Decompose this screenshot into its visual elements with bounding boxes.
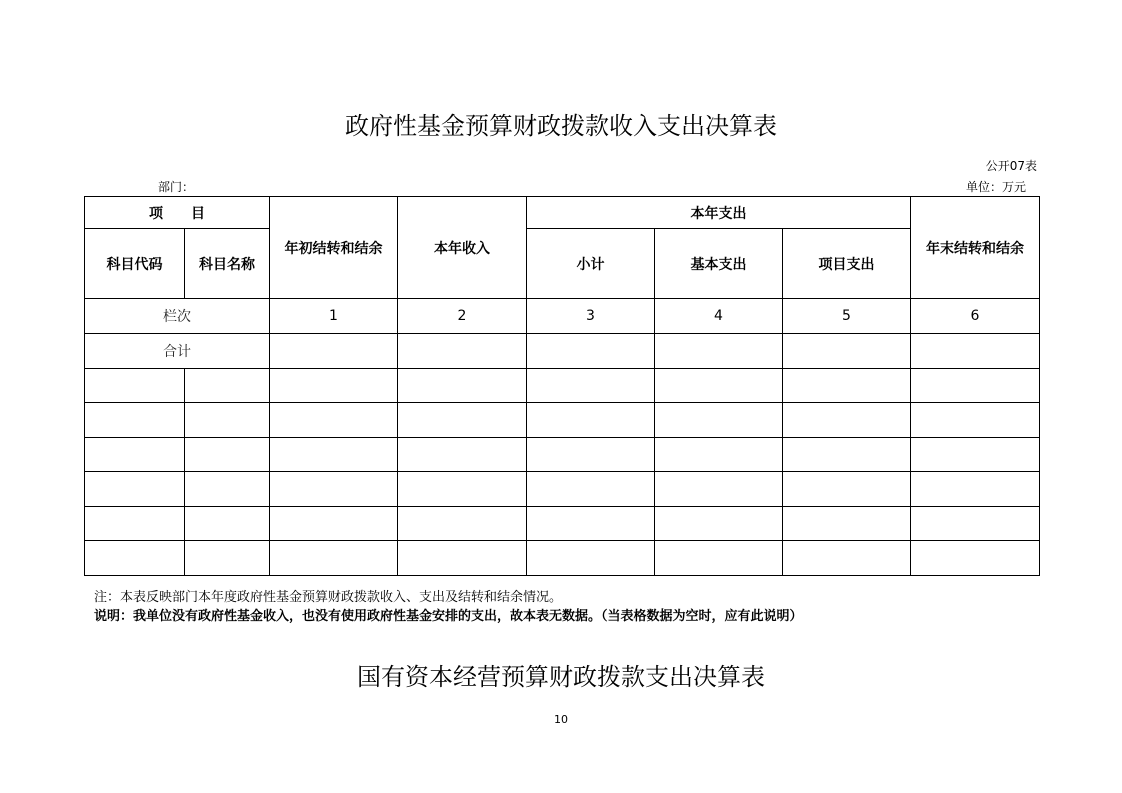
table-cell [270, 507, 398, 541]
table-cell [783, 369, 911, 403]
table-cell [398, 507, 527, 541]
table-cell [185, 369, 270, 403]
form-number: 公开07表 [985, 159, 1037, 173]
total-row-label: 合计 [85, 334, 270, 369]
column-index-cell: 3 [527, 299, 655, 334]
header-subtotal: 小计 [527, 229, 655, 299]
table-row [85, 438, 1040, 472]
table-row [85, 369, 1040, 403]
header-project-expense: 项目支出 [783, 229, 911, 299]
table-cell [398, 472, 527, 507]
table-cell [783, 507, 911, 541]
table-cell [185, 403, 270, 438]
table-cell [527, 403, 655, 438]
header-current-income: 本年收入 [398, 197, 527, 299]
table-cell [655, 403, 783, 438]
table-cell [783, 334, 911, 369]
table-cell [527, 438, 655, 472]
table-cell [527, 541, 655, 576]
column-index-cell: 2 [398, 299, 527, 334]
table-row [85, 541, 1040, 576]
table-cell [270, 541, 398, 576]
table-cell [85, 369, 185, 403]
table-cell [655, 507, 783, 541]
table-cell [270, 334, 398, 369]
column-index-cell: 1 [270, 299, 398, 334]
table-cell [655, 369, 783, 403]
table-cell [398, 438, 527, 472]
table-row [85, 472, 1040, 507]
table-cell [655, 438, 783, 472]
table-cell [911, 507, 1040, 541]
table-cell [783, 403, 911, 438]
next-table-title: 国有资本经营预算财政拨款支出决算表 [357, 663, 765, 691]
table-cell [85, 403, 185, 438]
header-code: 科目代码 [85, 229, 185, 299]
header-current-expense: 本年支出 [527, 197, 911, 229]
table-cell [911, 403, 1040, 438]
table-cell [911, 541, 1040, 576]
column-index-cell: 5 [783, 299, 911, 334]
table-cell [911, 438, 1040, 472]
column-index-label: 栏次 [85, 299, 270, 334]
table-cell [270, 472, 398, 507]
table-cell [270, 369, 398, 403]
table-cell [527, 334, 655, 369]
department-label: 部门： [158, 180, 195, 194]
header-beginning-balance: 年初结转和结余 [270, 197, 398, 299]
header-basic-expense: 基本支出 [655, 229, 783, 299]
page-title: 政府性基金预算财政拨款收入支出决算表 [345, 112, 777, 140]
table-cell [270, 403, 398, 438]
table-cell [398, 403, 527, 438]
column-index-cell: 6 [911, 299, 1040, 334]
column-index-row [85, 299, 1040, 334]
header-item: 项 目 [85, 197, 270, 229]
column-index-cell: 4 [655, 299, 783, 334]
table-cell [85, 507, 185, 541]
table-cell [398, 541, 527, 576]
table-cell [527, 369, 655, 403]
table-cell [911, 369, 1040, 403]
header-name: 科目名称 [185, 229, 270, 299]
table-cell [85, 438, 185, 472]
table-cell [85, 472, 185, 507]
table-cell [783, 438, 911, 472]
fund-budget-table [84, 196, 1040, 576]
table-cell [527, 472, 655, 507]
table-note: 注：本表反映部门本年度政府性基金预算财政拨款收入、支出及结转和结余情况。 [94, 590, 563, 605]
table-cell [398, 369, 527, 403]
table-explanation: 说明：我单位没有政府性基金收入，也没有使用政府性基金安排的支出，故本表无数据。（当表格数据为空时，应有此说明） [94, 609, 803, 624]
total-row [85, 334, 1040, 369]
table-row [85, 403, 1040, 438]
page-number: 10 [554, 713, 568, 726]
table-cell [911, 472, 1040, 507]
table-cell [185, 438, 270, 472]
table-cell [398, 334, 527, 369]
table-cell [185, 541, 270, 576]
table-cell [270, 438, 398, 472]
table-cell [783, 541, 911, 576]
table-cell [911, 334, 1040, 369]
table-cell [655, 334, 783, 369]
table-row [85, 507, 1040, 541]
unit-label: 单位：万元 [965, 180, 1026, 194]
table-cell [655, 472, 783, 507]
table-cell [185, 507, 270, 541]
table-cell [783, 472, 911, 507]
table-cell [85, 541, 185, 576]
table-cell [185, 472, 270, 507]
table-cell [527, 507, 655, 541]
table-cell [655, 541, 783, 576]
header-ending-balance: 年末结转和结余 [911, 197, 1040, 299]
